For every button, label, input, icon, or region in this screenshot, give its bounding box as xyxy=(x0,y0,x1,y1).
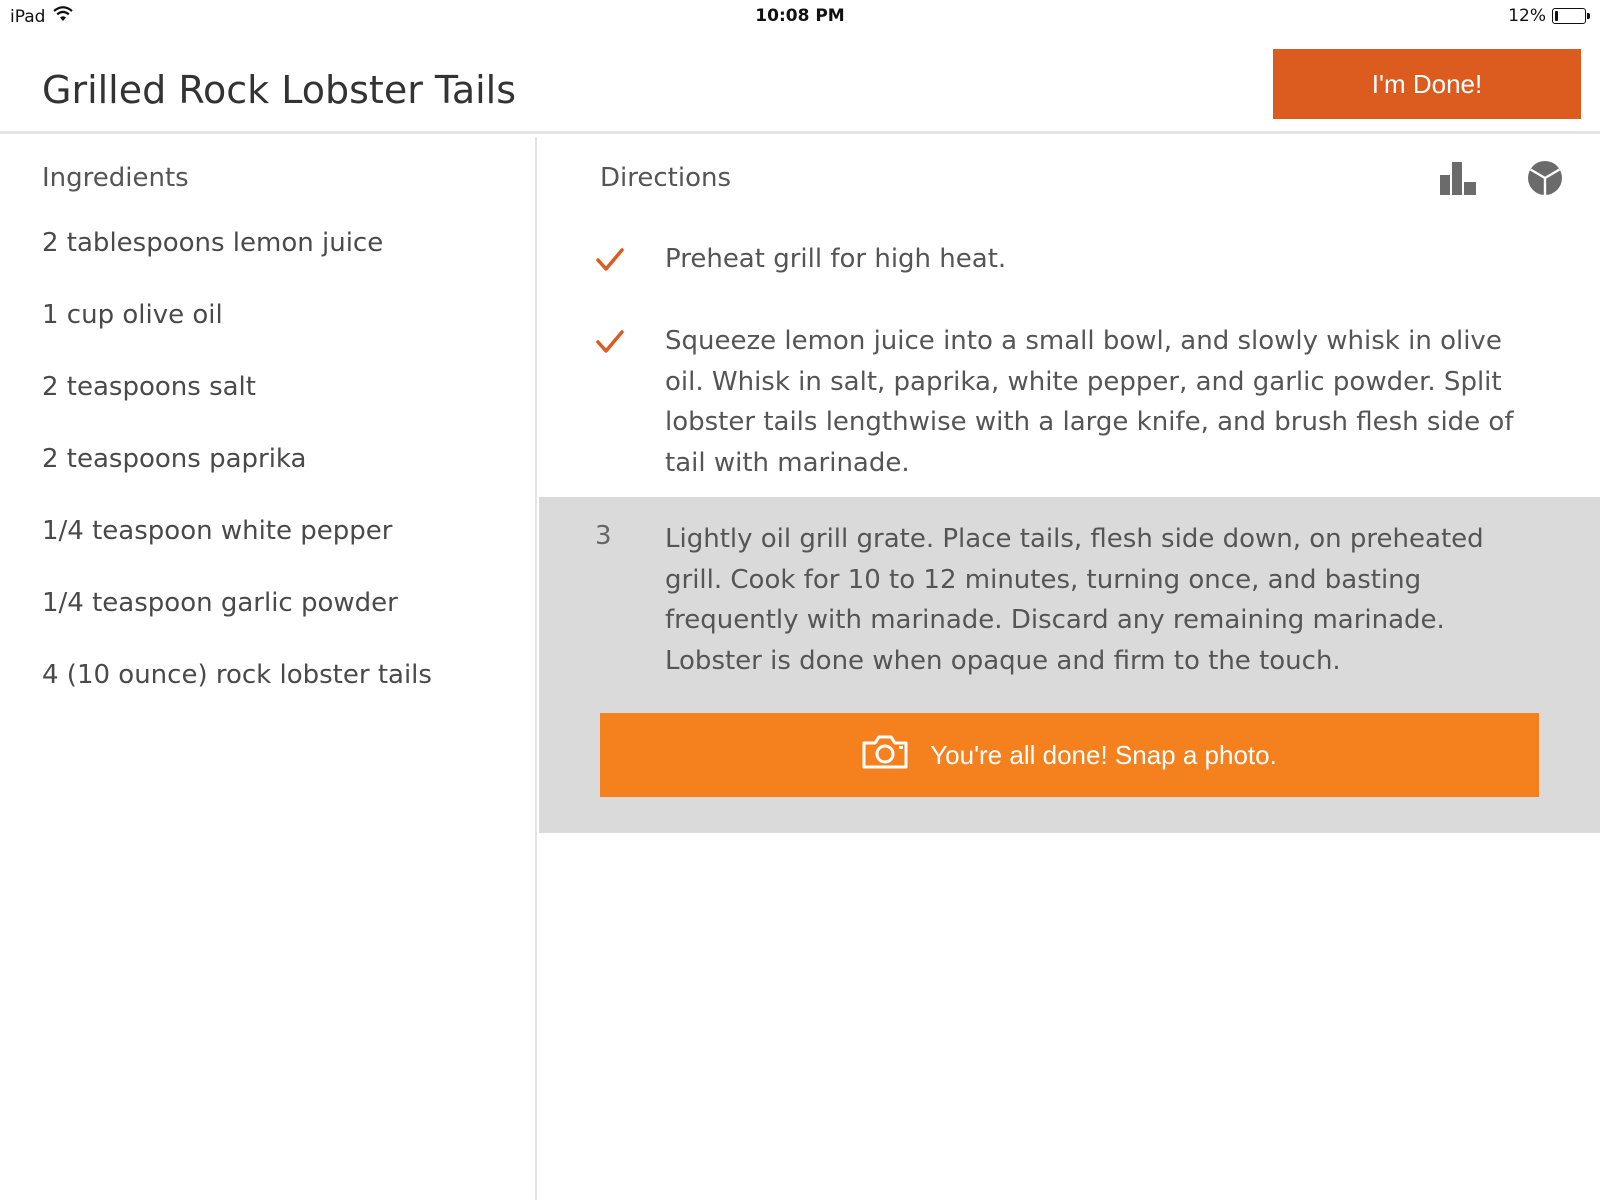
snap-photo-label: You're all done! Snap a photo. xyxy=(930,739,1277,770)
status-bar xyxy=(0,0,1600,34)
check-icon xyxy=(595,321,625,362)
status-time: 10:08 PM xyxy=(755,6,845,26)
done-button[interactable]: I'm Done! xyxy=(1273,49,1581,119)
ingredient-item: 4 (10 ounce) rock lobster tails xyxy=(42,660,432,690)
ingredients-heading: Ingredients xyxy=(42,163,189,193)
battery-level xyxy=(1555,11,1558,21)
check-icon xyxy=(595,239,625,280)
camera-icon xyxy=(862,735,908,776)
bar-chart-icon[interactable] xyxy=(1435,155,1481,201)
ingredients-panel xyxy=(0,137,537,1200)
directions-panel xyxy=(539,137,1600,1200)
header xyxy=(0,34,1600,134)
ingredient-item: 1 cup olive oil xyxy=(42,300,223,330)
direction-step[interactable] xyxy=(539,321,1600,491)
page-title: Grilled Rock Lobster Tails xyxy=(42,68,517,112)
ingredient-item: 2 tablespoons lemon juice xyxy=(42,228,384,258)
status-right xyxy=(1508,6,1586,26)
ingredient-item: 1/4 teaspoon white pepper xyxy=(42,516,393,546)
ingredient-list xyxy=(42,227,432,731)
battery-icon xyxy=(1552,8,1586,24)
step-text: Preheat grill for high heat. xyxy=(665,244,1007,274)
snap-photo-button[interactable] xyxy=(600,713,1539,797)
step-number: 3 xyxy=(595,521,612,551)
ingredient-item: 2 teaspoons paprika xyxy=(42,444,307,474)
ingredient-item: 2 teaspoons salt xyxy=(42,372,256,402)
step-text: Squeeze lemon juice into a small bowl, and slowly whisk in olive oil. Whisk in salt, paprika, white pepper, and garlic powder. Split lobster tails lengthwise with a large knife, and brush flesh side of tail with marinade. xyxy=(665,326,1514,478)
pie-chart-icon[interactable] xyxy=(1522,155,1568,201)
device-label: iPad xyxy=(10,6,46,27)
directions-heading: Directions xyxy=(600,163,732,193)
direction-step-current[interactable] xyxy=(539,497,1600,833)
step-text: Lightly oil grill grate. Place tails, flesh side down, on preheated grill. Cook for 10 to 12 minutes, turning once, and basting frequently with marinade. Discard any remaining marinade. Lobster is done when opaque and firm to the touch. xyxy=(665,524,1484,676)
battery-percent: 12% xyxy=(1508,6,1546,26)
ingredient-item: 1/4 teaspoon garlic powder xyxy=(42,588,398,618)
direction-step[interactable] xyxy=(539,239,1600,319)
